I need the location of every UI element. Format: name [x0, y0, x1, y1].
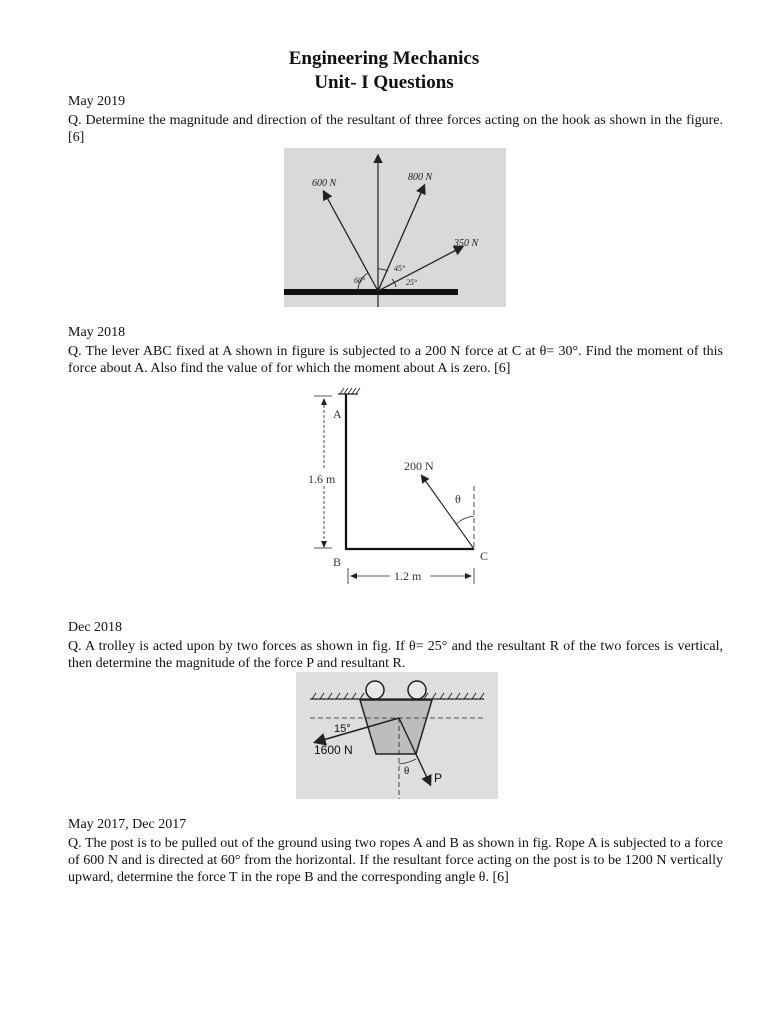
trolley-figure — [296, 672, 498, 799]
label-600n: 600 N — [312, 178, 337, 189]
label-angle-60: 60° — [354, 276, 366, 285]
question-text: Q. The post is to be pulled out of the ground using two ropes A and B as shown in fig. Rope A is subjected to a force of 600 N and is directed at 60° from the horizontal. If the resultant force acting on the post is to be 1200 N vertically upward, determine the force T in the rope B and the corresponding angle θ. [6] — [68, 836, 723, 885]
label-350n: 350 N — [454, 238, 479, 249]
document-title: Engineering Mechanics — [288, 48, 480, 69]
dim-arrow-bottom — [321, 541, 327, 548]
dim-arrow-right — [465, 573, 472, 579]
lever-abc-figure — [300, 386, 500, 591]
label-200n: 200 N — [404, 459, 434, 473]
label-1-6m: 1.6 m — [308, 472, 336, 486]
question-text: Q. The lever ABC fixed at A shown in figure is subjected to a 200 N force at C at θ= 30°. Find the moment of this force about A. Also find the value of for which the moment about A is zero. [6] — [68, 344, 723, 376]
label-theta: θ — [404, 765, 410, 777]
label-1600n: 1600 N — [314, 743, 353, 757]
label-point-b: B — [333, 555, 342, 569]
label-angle-15: 15° — [334, 723, 351, 735]
angle-arc-theta — [456, 516, 474, 524]
section-date: May 2017, Dec 2017 — [68, 817, 187, 832]
label-1-2m: 1.2 m — [394, 569, 422, 583]
label-800n: 800 N — [408, 172, 433, 183]
wheel-left — [366, 681, 384, 699]
wheel-right — [408, 681, 426, 699]
label-p: P — [434, 771, 443, 785]
support-hatch — [340, 388, 360, 394]
hook-forces-figure — [284, 148, 506, 307]
label-point-c: C — [480, 549, 489, 563]
dim-arrow-left — [350, 573, 357, 579]
label-angle-45: 45° — [394, 264, 406, 273]
dim-arrow-top — [321, 398, 327, 405]
section-date: Dec 2018 — [68, 620, 123, 635]
label-theta: θ — [455, 492, 461, 506]
question-text: Q. A trolley is acted upon by two forces as shown in fig. If θ= 25° and the resultant R of the two forces is vertical, then determine the magnitude of the force P and resultant R. — [68, 639, 723, 671]
ground-bar — [284, 289, 458, 295]
section-date: May 2019 — [68, 94, 126, 109]
force-200n-arrow — [422, 476, 474, 549]
question-text: Q. Determine the magnitude and direction of the resultant of three forces acting on the hook as shown in the figure. [6] — [68, 113, 723, 145]
label-angle-25: 25° — [406, 278, 418, 287]
document-subtitle: Unit- I Questions — [314, 72, 454, 93]
section-date: May 2018 — [68, 325, 126, 340]
label-point-a: A — [333, 407, 342, 421]
